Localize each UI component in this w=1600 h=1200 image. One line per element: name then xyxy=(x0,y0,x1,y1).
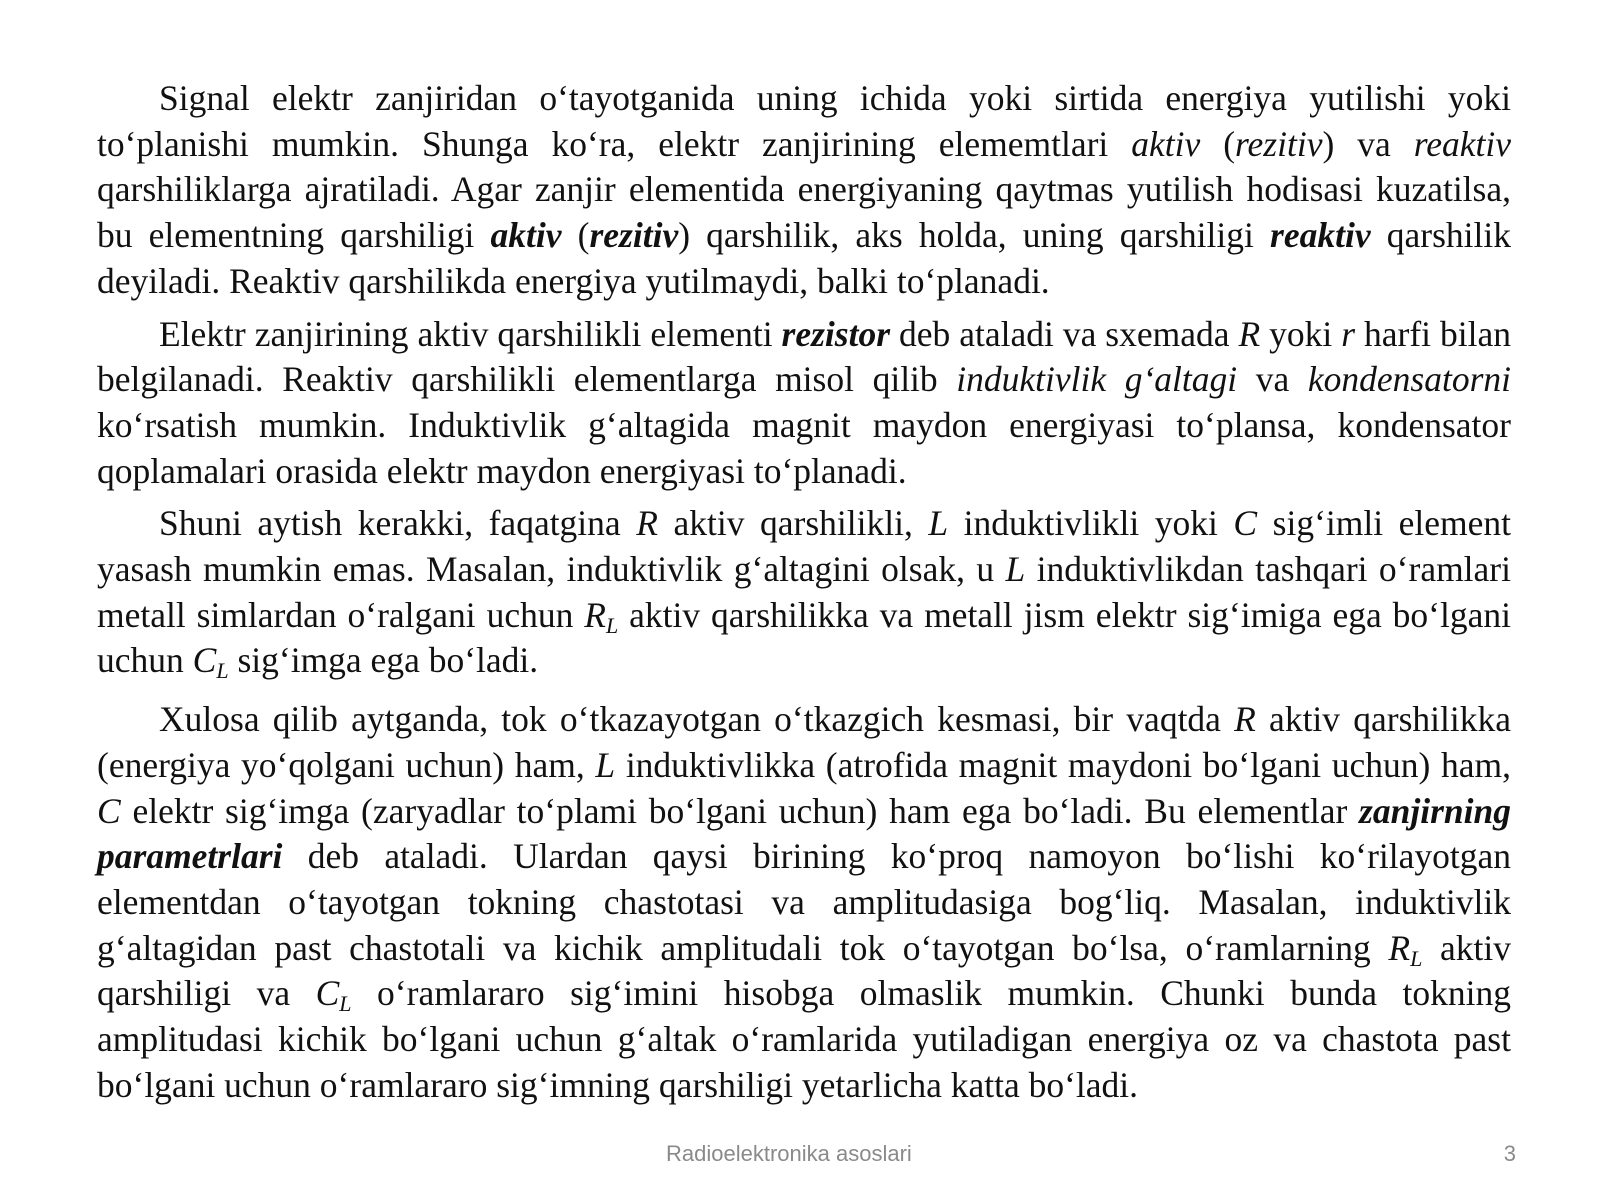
text-run: ) va xyxy=(1322,123,1414,164)
emphasis-text: induktivlik g‘altagi xyxy=(956,359,1238,400)
slide-number: 3 xyxy=(1503,1141,1516,1166)
emphasis-text: R xyxy=(1234,699,1256,740)
emphasis-text: r xyxy=(1341,313,1356,354)
emphasis-text: reaktiv xyxy=(1270,215,1371,256)
text-run: aktiv qarshilikka (energiya yo‘qolgani uchun) ham, xyxy=(97,699,1511,785)
paragraph-1 xyxy=(97,76,1511,305)
text-run: aktiv qarshilikka va metall jism elektr sig‘imiga ega bo‘lgani uchun xyxy=(97,594,1511,681)
text-run: ( xyxy=(561,215,590,256)
body-text xyxy=(97,76,1511,1115)
text-run: sig‘imli element yasash mumkin emas. Masalan, induktivlik g‘altagini olsak, u xyxy=(97,503,1512,590)
subscript: L xyxy=(216,658,229,684)
text-run: aktiv qarshilikli, xyxy=(657,503,929,544)
text-run: induktivlikka (atrofida magnit maydoni bo‘lgani uchun) ham, xyxy=(615,744,1512,785)
emphasis-text: aktiv xyxy=(490,215,562,256)
text-run: ( xyxy=(1200,123,1236,164)
emphasis-text: C xyxy=(192,640,217,681)
subscript: L xyxy=(339,991,352,1017)
text-run: deb ataladi va sxemada xyxy=(890,313,1239,354)
subscript: L xyxy=(605,612,619,638)
emphasis-text: R xyxy=(584,594,606,635)
emphasis-text: rezitiv xyxy=(1235,123,1323,164)
emphasis-text: R xyxy=(1388,927,1411,968)
text-run: ko‘rsatish mumkin. Induktivlik g‘altagida magnit maydon energiyasi to‘plansa, kondensator qoplamalari orasida elektr maydon energiyasi to‘planadi. xyxy=(97,404,1511,491)
emphasis-text: C xyxy=(1233,503,1258,544)
emphasis-text: zanjirning parametrlari xyxy=(97,790,1511,877)
emphasis-text: L xyxy=(928,503,949,544)
emphasis-text: L xyxy=(1005,549,1026,590)
text-run: Xulosa qilib aytganda, tok o‘tkazayotgan o‘tkazgich kesmasi, bir vaqtda xyxy=(159,699,1235,740)
text-run: induktivlikli yoki xyxy=(948,503,1234,544)
footer-title: Radioelektronika asoslari xyxy=(666,1141,912,1166)
text-run: harfi bilan belgilanadi. Reaktiv qarshilikli elementlarga misol qilib xyxy=(97,313,1511,400)
emphasis-text: L xyxy=(595,744,616,785)
text-run: o‘ramlararo sig‘imini hisobga olmaslik mumkin. Chunki bunda tokning amplitudasi kichik bo‘lgani uchun g‘altak o‘ramlarida yutiladigan energiya oz va chastota past bo‘lgani uchun o‘ramlararo sig‘imning qarshiligi yetarlicha katta bo‘ladi. xyxy=(97,973,1511,1105)
text-run: yoki xyxy=(1260,313,1342,354)
emphasis-text: R xyxy=(1238,313,1261,354)
emphasis-text: C xyxy=(315,973,340,1014)
text-run: sig‘imga ega bo‘ladi. xyxy=(228,640,539,681)
emphasis-text: R xyxy=(636,503,658,544)
emphasis-text: reaktiv xyxy=(1413,123,1511,164)
text-run: Elektr zanjirining aktiv qarshilikli elementi xyxy=(159,313,782,354)
emphasis-text: C xyxy=(97,790,121,831)
emphasis-text: rezitiv xyxy=(589,215,679,256)
paragraph-2 xyxy=(97,312,1511,495)
emphasis-text: kondensatorni xyxy=(1307,359,1511,400)
text-run: ) qarshilik, aks holda, uning qarshiligi xyxy=(678,215,1271,256)
text-run: aktiv qarshiligi va xyxy=(97,927,1511,1014)
text-run: qarshiliklarga ajratiladi. Agar zanjir elementida energiyaning qaytmas yutilish hodisasi kuzatilsa, bu elementning qarshiligi xyxy=(97,169,1511,256)
text-run: Signal elektr zanjiridan o‘tayotganida uning ichida yoki sirtida energiya yutilishi yoki to‘planishi mumkin. Shunga ko‘ra, elektr zanjirining elememtlari xyxy=(97,78,1511,164)
text-run: qarshilik deyiladi. Reaktiv qarshilikda energiya yutilmaydi, balki to‘planadi. xyxy=(97,215,1511,301)
subscript: L xyxy=(1410,945,1423,971)
text-run: Shuni aytish kerakki, faqatgina xyxy=(159,503,637,544)
text-run: va xyxy=(1237,359,1308,400)
text-run: induktivlikdan tashqari o‘ramlari metall simlardan o‘ralgani uchun xyxy=(97,549,1511,635)
emphasis-text: aktiv xyxy=(1131,123,1201,164)
text-run: deb ataladi. Ulardan qaysi birining ko‘proq namoyon bo‘lishi ko‘rilayotgan elementdan o‘tayotgan tokning chastotasi va amplitudasiga bog‘liq. Masalan, induktivlik g‘altagidan past chastotali va kichik amplitudali tok o‘tayotgan bo‘lsa, o‘ramlarning xyxy=(97,836,1511,968)
paragraph-4 xyxy=(97,697,1511,1108)
text-run: elektr sig‘imga (zaryadlar to‘plami bo‘lgani uchun) ham ega bo‘ladi. Bu elementlar xyxy=(120,790,1360,831)
paragraph-3 xyxy=(97,501,1511,684)
emphasis-text: rezistor xyxy=(781,313,891,354)
